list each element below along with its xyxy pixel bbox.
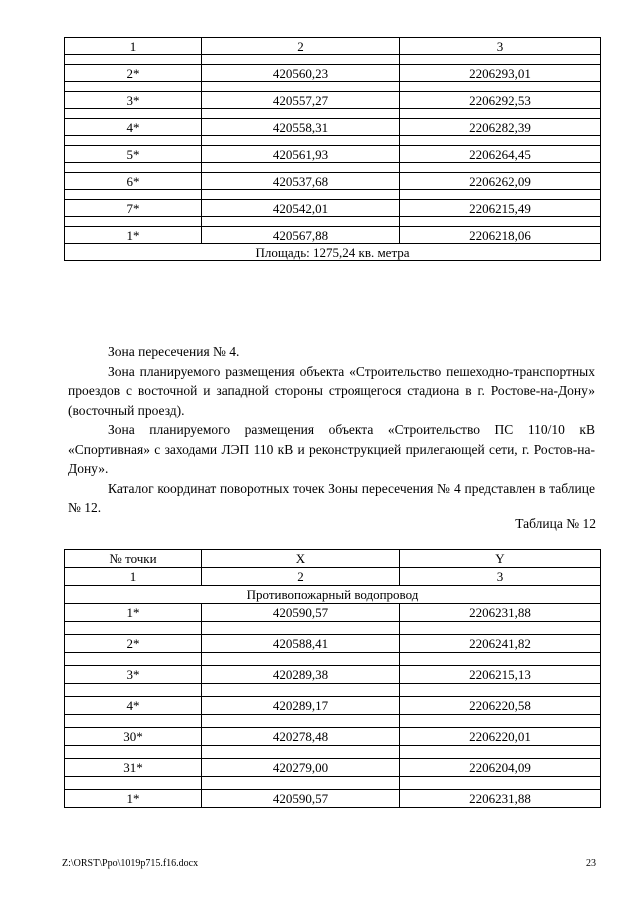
blank-cell <box>202 622 400 635</box>
table-row <box>65 697 601 715</box>
table-row <box>65 666 601 684</box>
blank-cell <box>202 777 400 790</box>
body-text <box>68 342 595 518</box>
table-cell: 2206293,01 <box>400 65 601 82</box>
table-cell: 3 <box>400 38 601 55</box>
blank-cell <box>400 777 601 790</box>
blank-cell <box>400 715 601 728</box>
table-cell: 7* <box>65 200 202 217</box>
table-cell: 2206218,06 <box>400 227 601 244</box>
table-row <box>65 790 601 808</box>
blank-cell <box>65 82 202 92</box>
blank-cell <box>65 136 202 146</box>
area-row-cell: Площадь: 1275,24 кв. метра <box>65 244 601 261</box>
table-cell: 2 <box>202 568 400 586</box>
blank-row <box>65 777 601 790</box>
table-cell: 2206292,53 <box>400 92 601 109</box>
table-cell: 30* <box>65 728 202 746</box>
table-cell: Y <box>400 550 601 568</box>
blank-row <box>65 653 601 666</box>
header-row <box>65 38 601 55</box>
blank-cell <box>400 136 601 146</box>
table-cell: 2206215,49 <box>400 200 601 217</box>
table-cell: 2206220,01 <box>400 728 601 746</box>
table-cell: 2206262,09 <box>400 173 601 190</box>
blank-cell <box>65 653 202 666</box>
section-row <box>65 586 601 604</box>
blank-row <box>65 55 601 65</box>
blank-cell <box>202 82 400 92</box>
table-caption: Таблица № 12 <box>515 516 596 531</box>
table-row <box>65 119 601 136</box>
table-cell: 420542,01 <box>202 200 400 217</box>
table-row <box>65 146 601 163</box>
table-cell: 2* <box>65 65 202 82</box>
table-cell: 420567,88 <box>202 227 400 244</box>
table-cell: 1 <box>65 38 202 55</box>
blank-cell <box>400 190 601 200</box>
blank-cell <box>202 109 400 119</box>
blank-cell <box>202 136 400 146</box>
table-cell: 420289,38 <box>202 666 400 684</box>
blank-cell <box>202 163 400 173</box>
table-cell: 420279,00 <box>202 759 400 777</box>
table-cell: 420278,48 <box>202 728 400 746</box>
table-cell: 5* <box>65 146 202 163</box>
blank-cell <box>400 163 601 173</box>
blank-cell <box>400 55 601 65</box>
table-cell: 420588,41 <box>202 635 400 653</box>
section-row-cell: Противопожарный водопровод <box>65 586 601 604</box>
table-cell: 2206264,45 <box>400 146 601 163</box>
blank-row <box>65 746 601 759</box>
table-cell: 2206241,82 <box>400 635 601 653</box>
table-cell: 4* <box>65 119 202 136</box>
table-cell: 4* <box>65 697 202 715</box>
blank-row <box>65 82 601 92</box>
table-cell: 2206215,13 <box>400 666 601 684</box>
table-cell: 420590,57 <box>202 790 400 808</box>
blank-cell <box>65 109 202 119</box>
blank-cell <box>65 777 202 790</box>
table-cell: 420289,17 <box>202 697 400 715</box>
column-number-row <box>65 568 601 586</box>
blank-cell <box>400 217 601 227</box>
blank-row <box>65 622 601 635</box>
blank-cell <box>65 622 202 635</box>
paragraph: Зона планируемого размещения объекта «Строительство пешеходно-транспортных проездов с восточной и западной стороны строящегося стадиона в г. Ростове-на-Дону» (восточный проезд). <box>68 363 595 418</box>
blank-cell <box>202 684 400 697</box>
table-row <box>65 728 601 746</box>
blank-cell <box>65 55 202 65</box>
table-row <box>65 200 601 217</box>
blank-cell <box>65 746 202 759</box>
table-row <box>65 65 601 82</box>
blank-cell <box>400 109 601 119</box>
table-cell: 420561,93 <box>202 146 400 163</box>
table-cell: 420557,27 <box>202 92 400 109</box>
table-row <box>65 759 601 777</box>
table-cell: 420558,31 <box>202 119 400 136</box>
blank-cell <box>400 653 601 666</box>
blank-cell <box>202 190 400 200</box>
blank-cell <box>65 684 202 697</box>
paragraph: Каталог координат поворотных точек Зоны пересечения № 4 представлен в таблице № 12. <box>68 480 595 515</box>
table-row <box>65 604 601 622</box>
blank-cell <box>202 217 400 227</box>
table-cell: 420560,23 <box>202 65 400 82</box>
table-cell: 2* <box>65 635 202 653</box>
blank-row <box>65 217 601 227</box>
table-cell: 3 <box>400 568 601 586</box>
table-cell: X <box>202 550 400 568</box>
table-cell: 31* <box>65 759 202 777</box>
table-cell: 2206220,58 <box>400 697 601 715</box>
table-cell: 3* <box>65 92 202 109</box>
table-cell: 2206282,39 <box>400 119 601 136</box>
table-cell: 1* <box>65 227 202 244</box>
table-cell: 420590,57 <box>202 604 400 622</box>
table-row <box>65 227 601 244</box>
blank-cell <box>400 746 601 759</box>
header-row <box>65 550 601 568</box>
blank-row <box>65 163 601 173</box>
blank-cell <box>202 746 400 759</box>
table-row <box>65 635 601 653</box>
blank-cell <box>400 82 601 92</box>
table-cell: 3* <box>65 666 202 684</box>
table-cell: 1* <box>65 604 202 622</box>
blank-cell <box>202 715 400 728</box>
table-cell: 2206204,09 <box>400 759 601 777</box>
blank-cell <box>400 684 601 697</box>
blank-cell <box>202 55 400 65</box>
table-cell: 1* <box>65 790 202 808</box>
blank-row <box>65 109 601 119</box>
paragraph: Зона планируемого размещения объекта «Строительство ПС 110/10 кВ «Спортивная» с заходами ЛЭП 110 кВ и реконструкцией прилегающей сети, г. Ростов-на-Дону». <box>68 422 595 476</box>
table-cell: 1 <box>65 568 202 586</box>
blank-cell <box>65 190 202 200</box>
footer-file-path: Z:\ORST\Ppo\1019p715.f16.docx <box>62 858 199 869</box>
page-number: 23 <box>586 858 596 869</box>
table-row <box>65 173 601 190</box>
table-cell: 420537,68 <box>202 173 400 190</box>
table-cell: 2 <box>202 38 400 55</box>
blank-row <box>65 190 601 200</box>
blank-row <box>65 684 601 697</box>
blank-cell <box>202 653 400 666</box>
table-row <box>65 92 601 109</box>
table-cell: 2206231,88 <box>400 790 601 808</box>
blank-cell <box>65 217 202 227</box>
table-cell: 6* <box>65 173 202 190</box>
coordinates-table-continued <box>64 37 601 261</box>
blank-cell <box>65 163 202 173</box>
paragraph: Зона пересечения № 4. <box>108 344 240 359</box>
blank-cell <box>400 622 601 635</box>
blank-row <box>65 136 601 146</box>
blank-cell <box>65 715 202 728</box>
table-cell: № точки <box>65 550 202 568</box>
blank-row <box>65 715 601 728</box>
table-cell: 2206231,88 <box>400 604 601 622</box>
area-row <box>65 244 601 261</box>
coordinates-table-12 <box>64 549 601 808</box>
